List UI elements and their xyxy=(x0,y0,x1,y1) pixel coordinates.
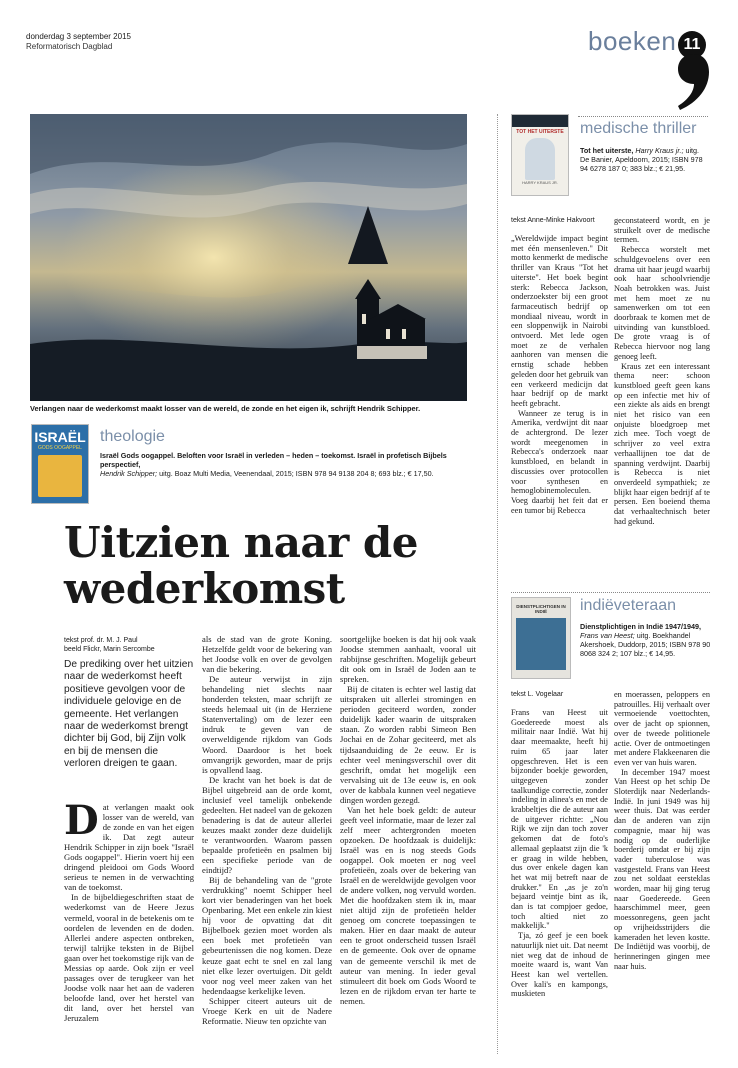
book-publisher-info: uitg. Boekhandel Akershoek, Duddorp, 2015; ISBN 978 90 8068 324 2; 107 blz.; € 14,95. xyxy=(580,631,711,658)
section-title: boeken xyxy=(588,26,677,56)
byline-text: tekst prof. dr. M. J. Paul xyxy=(64,637,138,644)
paragraph: als de stad van de grote Koning. Hetzelfde geldt voor de bekering van het Joodse volk en over de gevolgen van die bekering. xyxy=(202,634,332,675)
book-title: Tot het uiterste, xyxy=(580,146,634,155)
paragraph: at verlangen maakt ook losser van de wereld, van de zonde en van het eigen ik. Dat zegt auteur Hendrik Schipper in zijn boek "Israël Gods oogappel". Hierin voert hij een dringend pleidooi om Gods Woord serieus te nemen in de verwachting van de toekomst. xyxy=(64,802,194,893)
thriller-book-details xyxy=(580,146,710,173)
byline-photo: beeld Flickr, Marin Sercombe xyxy=(64,646,155,653)
box-divider xyxy=(578,116,708,117)
paragraph: Schipper citeert auteurs uit de Vroege Kerk en uit de Nadere Reformatie. Nieuw ten opzichte van xyxy=(202,995,332,1026)
paragraph: Kraus zet een interessant thema neer: schoon kunstbloed geeft geen kans op een infectie met hiv of een ziekte als aids en brengt niet het risico van een onjuiste bloedgroep met zich mee. Toch voegt de schrijver zo veel extra verhaallijnen toe dat de spanning verdwijnt. Daarbij is Rebecca is niet onverdeeld sympathiek; ze blijkt haar eigen bedrijf af te persen. Een boeiend thema dat verhaaltechnisch beter had gekund. xyxy=(614,361,710,526)
book-publisher-info: uitg. Boaz Multi Media, Veenendaal, 2015; ISBN 978 94 9138 204 8; 693 blz.; € 17,50. xyxy=(157,469,434,478)
paragraph: geconstateerd wordt, en je struikelt over de medische termen. xyxy=(614,216,710,245)
newspaper-name: Reformatorisch Dagblad xyxy=(26,42,113,51)
article-column-3 xyxy=(340,634,476,1006)
category-thriller: medische thriller xyxy=(580,120,697,137)
thriller-column-1 xyxy=(511,234,608,515)
thriller-book-cover xyxy=(511,114,569,196)
article-column-2 xyxy=(202,634,332,1026)
paragraph: In de bijbeldiegeschriften staat de wederkomst van de Heere Jezus vermeld, vooral in de betekenis om te oordelen de levenden en de doden. Allerlei andere aspecten ontbreken, terwijl talrijke teksten in de Bijbel gaan over het toekomstige rijk van de Messias op aarde. Ook zijn er veel passages over de terugkeer van het Joodse volk naar het aan de vaderen beloofde land, over het herstel van dit land, over het herstel van Jeruzalem xyxy=(64,892,194,1023)
book-publisher-info: uitg. De Banier, Apeldoorn, 2015; ISBN 978 94 6278 187 0; 383 blz.; € 21,95. xyxy=(580,146,703,173)
column-divider xyxy=(497,114,498,1054)
paragraph: In december 1947 moest Van Heest op het schip De Sloterdijk naar Nederlands-Indië. In juni 1949 was hij weer thuis. Dat was eerder dan de anderen van zijn compagnie, maar hij was nodig op de ouderlijke boerderij omdat er bij zijn vader tuberculose was vastgesteld. Frans van Heest zou net soldaat eersteklas worden, maar hij ging terug naar Goedereede. Geen haarschimmel meer, geen moessonregens, geen jacht op vrijheidsstrijders die kameraden het leven kostte. De Indiëtijd was voorbij, de herinneringen gingen mee naar huis. xyxy=(614,767,710,971)
category-theology: theologie xyxy=(100,428,165,445)
book-title: Dienstplichtigen in Indië 1947/1949, xyxy=(580,622,702,631)
veteran-column-1 xyxy=(511,708,608,999)
article-headline xyxy=(64,520,504,612)
paragraph: Rebecca worstelt met schuldgevoelens over een drama uit haar jeugd waarbij ook haar schoolvriendje Noah betrokken was. Juist met hem moet ze nu samenwerken om tot een doorbraak te komen met de uitvinding van kunstbloed. De grote vraag is of Rebecca hiervoor nog lang genoeg leeft. xyxy=(614,245,710,361)
article-lead: De prediking over het uitzien naar de wederkomst heeft positieve gevolgen voor de individuele gelovige en de gemeente. Het verlangen naar de wederkomst brengt dichter bij God, bij Zijn volk en bij de mensen die verloren dreigen te gaan. xyxy=(64,659,194,770)
comma-ornament xyxy=(676,54,710,110)
israel-book-cover xyxy=(31,424,89,504)
article-column-1 xyxy=(64,797,194,1023)
veteran-book-details xyxy=(580,622,712,658)
cover-title: ISRAËL xyxy=(34,429,86,445)
issue-date: donderdag 3 september 2015 xyxy=(26,32,131,41)
cover-title: DIENSTPLICHTIGEN IN INDIË xyxy=(516,604,566,614)
book-title: Israël Gods oogappel. Beloften voor Israël in verleden – heden – toekomst. Israël in profetisch Bijbels perspectief, xyxy=(100,451,447,469)
book-author: Frans van Heest; xyxy=(580,631,635,640)
church-photo xyxy=(30,114,467,401)
paragraph: De kracht van het boek is dat de Bijbel uitgebreid aan de orde komt, inclusief veel tamelijk onbekende gedeelten. Het nadeel van de gekozen benadering is dat de auteur allerlei keuzes maakt zonder deze duidelijk te verantwoorden. Waarom passen bepaalde profetieën en psalmen bij een specifieke periode van de eindtijd? xyxy=(202,774,332,876)
paragraph: Van het hele boek geldt: de auteur geeft veel informatie, maar de lezer zal zelf meer achtergronden moeten opzoeken. De hoofdzaak is duidelijk: Israël was en is nog steeds Gods oogappel. Ook moeten er nog veel profetieën, zoals over de bekering van Israël en de wereldwijde gevolgen voor de andere volken, nog vervuld worden. Met die hoofdzaken stem ik in, maar niet altijd zijn de profetieën helder genoeg om concrete toepassingen te maken. Hier en daar maakt de auteur een te groot onderscheid tussen Israël en de gemeente. Ook over de opname van de gemeente verschil ik met de auteur van mening. In ieder geval stimuleert dit boek om Gods Woord te lezen en de rijkdom ervan ter harte te nemen. xyxy=(340,804,476,1006)
article-byline xyxy=(64,636,155,654)
veteran-byline: tekst L. Vogelaar xyxy=(511,691,564,698)
veteran-book-cover xyxy=(511,597,571,679)
photo-caption: Verlangen naar de wederkomst maakt losser van de wereld, de zonde en het eigen ik, schrijft Hendrik Schipper. xyxy=(30,404,421,413)
page-number: 11 xyxy=(678,31,706,59)
cover-author: HARRY KRAUS JR. xyxy=(522,180,558,185)
book-author: Hendrik Schipper; xyxy=(100,469,158,478)
veteran-column-2 xyxy=(614,690,710,971)
thriller-byline: tekst Anne-Minke Hakvoort xyxy=(511,217,595,224)
book-info xyxy=(100,469,470,478)
box-divider xyxy=(511,592,710,593)
book-author: Harry Kraus jr.; xyxy=(633,146,684,155)
dropcap: D xyxy=(64,797,99,844)
paragraph: Wanneer ze terug is in Amerika, verdwijnt dit naar de achtergrond. De lezer wordt meegenomen in Rebecca's onderzoek naar kunstbloed, en belandt in discussies over protocollen voor synthesen en hemoglobinemoleculen. Voeg daarbij het feit dat er een tumor bij Rebecca xyxy=(511,408,608,515)
paragraph: „Wereldwijde impact begint met één mensenleven." Dit motto kenmerkt de medische thriller van Kraus "Tot het uiterste". Het boek begint sterk: Rebecca Jackson, onderzoekster bij een groot farmaceutisch bedrijf op mondiaal niveau, wordt in een sloppenwijk in Nairobi ontvoerd. Met lede ogen moet ze de verhalen aanhoren van mensen die ernstig schade hebben geleden door het gebruik van een verkeerd medicijn dat haar bedrijf op de markt heeft gebracht. xyxy=(511,234,608,408)
cover-subtitle: GODS OOGAPPEL xyxy=(38,445,82,451)
paragraph: soortgelijke boeken is dat hij ook vaak Joodse stemmen aanhaalt, vooral uit rabbijnse geschriften. Mogelijk gebeurt dit ook om in Israël de Joden aan te spreken. xyxy=(340,634,476,685)
paragraph: De auteur verwijst in zijn behandeling niet slechts naar honderden teksten, maar schrijft ze steeds helemaal uit (in de Herziene Statenvertaling) om de lezer een indruk te geven van de overweldigende rijkdom van Gods Woord. Daardoor is het boek omvangrijk geworden, maar de prijs is opvallend laag. xyxy=(202,674,332,775)
paragraph: Tja, zó geef je een boek natuurlijk niet uit. Dat neemt niet weg dat de inhoud de moeite waard is, want Van Heest kan wel vertellen. Over kali's en kampongs, muskieten xyxy=(511,931,608,999)
paragraph: Bij de citaten is echter wel lastig dat uitspraken uit allerlei stromingen en perioden geciteerd worden, zonder duidelijk kader waarin de uitspraken staan. Zo worden rabbi Simeon Ben Jochai en de Zohar geciteerd, met als tijdsaanduiding de 2e eeuw. Er is echter veel meningsverschil over dit geschrift, omdat het mogelijk een vervalsing uit de 13e eeuw is, en ook over de kabbala kunnen veel negatieve dingen worden gezegd. xyxy=(340,684,476,805)
cover-title: TOT HET UITERSTE xyxy=(516,129,564,135)
paragraph: en moerassen, peloppers en patrouilles. Hij verhaalt over vermoeiende voettochten, over de jacht op spionnen, over de tweede politionele actie. Over de ontmoetingen met andere Flakkeenaren die even ver van huis waren. xyxy=(614,690,710,767)
paragraph: Frans van Heest uit Goedereede moest als militair naar Indië. Wat hij daar meemaakte, heeft hij ruim 65 jaar later opgeschreven. Het is een bijzonder boekje geworden, uitgegeven zonder taalkundige correctie, zonder indeling in alinea's en met de krabbeltjes die de auteur aan de uitgever richtte: „Nou Rijk we zijn dan toch zover gekomen dat de foto's allemaal geplaatst zijn die 'k er graag in wilde hebben, dus over enkele dagen kan het wat mij betreft naar de drukker." En „as je zo'n bejaard veintje bint as ik, dan is tat compjoer gedoe, toch altied niet zo makkelijk." xyxy=(511,708,608,931)
headline-line-1: Uitzien naar de xyxy=(64,518,418,567)
paragraph: Bij de behandeling van de "grote verdrukking" noemt Schipper heel kort vier benaderingen van het boek Openbaring. Met een enkele zin kiest hij voor de opvatting dat dit Bijbelboek gezien moet worden als een boek met profetieën van gebeurtenissen die nog komen. Deze keuze gaat echt te snel en zal lang niet elke lezer overtuigen. Dit geldt voor nog veel meer zaken van het hedendaagse kerkelijke leven. xyxy=(202,875,332,996)
headline-line-2: wederkomst xyxy=(64,564,345,613)
thriller-column-2 xyxy=(614,216,710,527)
category-veteran: indiëveteraan xyxy=(580,597,677,614)
